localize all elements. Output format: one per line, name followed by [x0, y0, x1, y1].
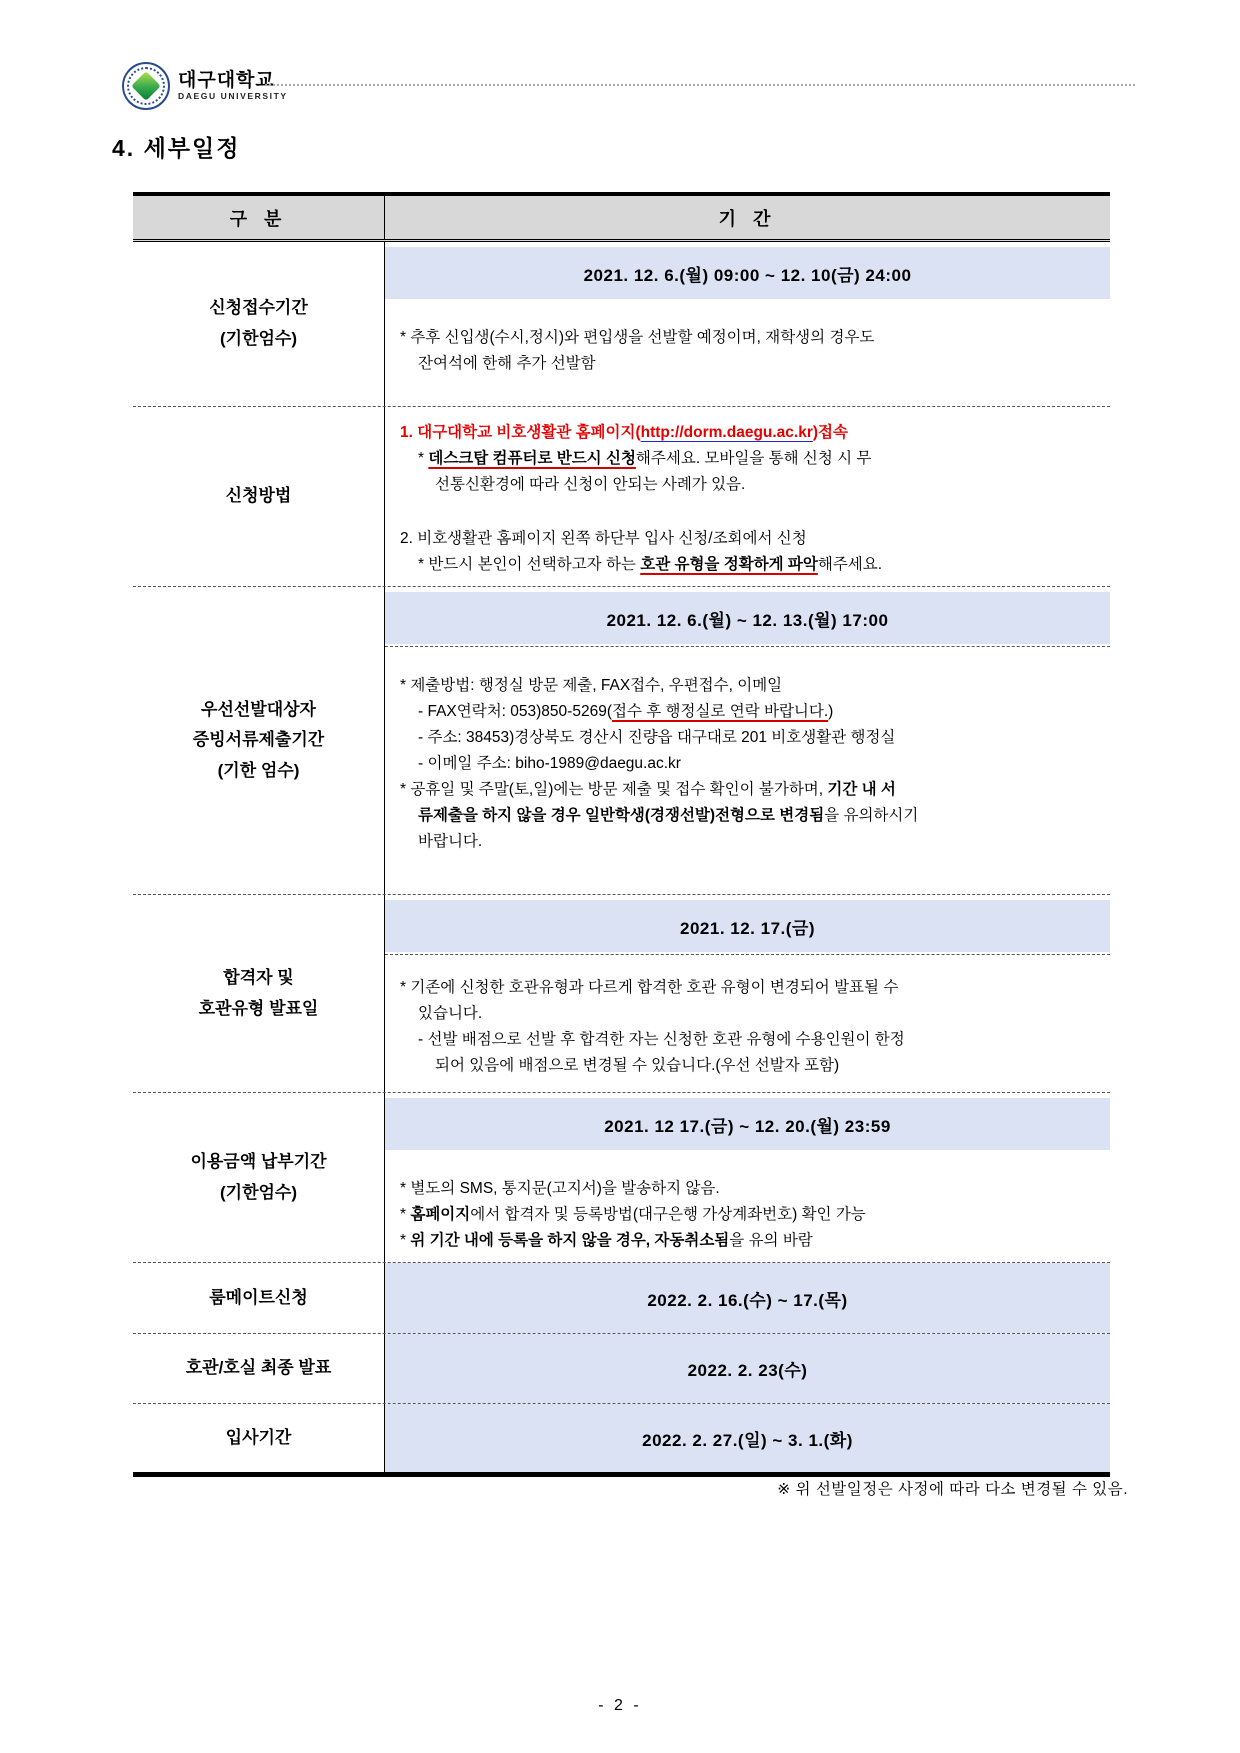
- text-segment: *: [400, 1232, 411, 1250]
- content-block: [385, 955, 1110, 1087]
- spacer: [400, 498, 1100, 526]
- row-label-line: 입사기간: [225, 1427, 292, 1447]
- text-segment: 있습니다.: [418, 1005, 483, 1023]
- text-segment: 선통신환경에 따라 신청이 안되는 사례가 있음.: [435, 476, 746, 494]
- schedule-table: [133, 192, 1110, 1477]
- row-period-cell: [385, 242, 1110, 406]
- row-label-cell: [133, 895, 385, 1092]
- content-line: [400, 1176, 1100, 1202]
- text-segment: - FAX연락처: 053)850-5269(: [418, 703, 612, 721]
- content-line: [400, 1001, 1100, 1027]
- content-block: [385, 299, 1110, 385]
- homepage-url[interactable]: http://dorm.daegu.ac.kr: [640, 424, 813, 441]
- content-line: [400, 829, 1100, 855]
- content-line: [400, 1027, 1100, 1053]
- date-band: 2021. 12. 6.(월) ~ 12. 13.(월) 17:00: [385, 592, 1110, 644]
- row-label-cell: [133, 1263, 385, 1333]
- row-label-line: 합격자 및: [223, 968, 294, 988]
- section-title-text: 세부일정: [143, 135, 241, 161]
- content-line: [400, 751, 1100, 777]
- content-line: [400, 673, 1100, 699]
- text-segment: 1. 대구대학교 비호생활관 홈페이지(: [400, 424, 641, 441]
- text-segment: 바랍니다.: [418, 833, 483, 851]
- content-line: [400, 975, 1100, 1001]
- text-segment: 데스크탑 컴퓨터로 반드시 신청: [428, 450, 636, 468]
- text-segment: 호관 유형을 정확하게 파악: [640, 556, 818, 574]
- content-line: [400, 420, 1100, 446]
- university-logo: [122, 62, 288, 110]
- text-segment: 위 기간 내에 등록을 하지 않을 경우, 자동취소됨: [410, 1232, 730, 1250]
- row-label-line: 우선선발대상자: [201, 699, 316, 719]
- text-segment: * 반드시 본인이 선택하고자 하는: [418, 556, 641, 574]
- content-line: [400, 699, 1100, 725]
- text-segment: * 기존에 신청한 호관유형과 다르게 합격한 호관 유형이 변경되어 발표될 수: [400, 979, 899, 997]
- date-band: 2022. 2. 16.(수) ~ 17.(목): [647, 1290, 848, 1310]
- text-segment: *: [400, 1206, 411, 1224]
- header-dotted-divider: [265, 84, 1135, 86]
- row-label-cell: [133, 407, 385, 586]
- content-block: [385, 407, 1110, 586]
- schedule-footnote: ※ 위 선발일정은 사정에 따라 다소 변경될 수 있음.: [777, 1481, 1128, 1498]
- content-line: [400, 777, 1100, 803]
- row-label-line: 호관유형 발표일: [198, 998, 319, 1018]
- row-label-line: 이용금액 납부기간: [190, 1152, 327, 1172]
- table-row: [133, 1333, 1110, 1403]
- content-line: [400, 1202, 1100, 1228]
- text-segment: 2. 비호생활관 홈페이지 왼쪽 하단부 입사 신청/조회에서 신청: [400, 530, 807, 548]
- table-header-row: [133, 196, 1110, 242]
- row-label-cell: [133, 587, 385, 894]
- content-line: [400, 446, 1100, 472]
- text-segment: 류제출을 하지 않을 경우 일반학생(경쟁선발)전형으로 변경됨: [418, 807, 825, 825]
- text-segment: 을 유의하시기: [824, 807, 919, 825]
- date-band: 2022. 2. 23(수): [687, 1361, 808, 1381]
- text-segment: * 공휴일 및 주말(토,일)에는 방문 제출 및 접수 확인이 불가하며,: [400, 781, 828, 799]
- date-band: 2022. 2. 27.(일) ~ 3. 1.(화): [642, 1430, 853, 1450]
- table-row: [133, 586, 1110, 894]
- university-emblem-icon: [122, 62, 170, 110]
- text-segment: * 별도의 SMS, 통지문(고지서)을 발송하지 않음.: [400, 1180, 720, 1198]
- row-label-line: 룸메이트신청: [209, 1287, 308, 1307]
- text-segment: 잔여석에 한해 추가 선발함: [418, 355, 596, 373]
- content-block: [385, 647, 1110, 863]
- text-segment: * 추후 신입생(수시,정시)와 편입생을 선발할 예정이며, 재학생의 경우도: [400, 329, 875, 346]
- text-segment: 홈페이지: [410, 1206, 471, 1224]
- content-line: [400, 526, 1100, 552]
- table-header-period: 기 간: [718, 208, 777, 229]
- section-number: 4.: [112, 135, 136, 161]
- date-band: 2021. 12. 6.(월) 09:00 ~ 12. 10(금) 24:00: [385, 247, 1110, 299]
- row-label-line: 증빙서류제출기간: [192, 730, 325, 750]
- text-segment: ): [828, 703, 834, 721]
- row-period-cell: [385, 1334, 1110, 1403]
- row-period-cell: [385, 895, 1110, 1092]
- university-name-korean: 대구대학교: [178, 70, 275, 92]
- text-segment: - 선발 배점으로 선발 후 합격한 자는 신청한 호관 유형에 수용인원이 한정: [418, 1031, 905, 1049]
- table-header-category: 구 분: [133, 196, 385, 239]
- section-title: [112, 130, 240, 163]
- content-block: [385, 1150, 1110, 1262]
- date-band: 2021. 12. 17.(금): [385, 900, 1110, 952]
- table-row: [133, 406, 1110, 586]
- content-line: [400, 1053, 1100, 1079]
- row-label-cell: [133, 242, 385, 406]
- text-segment: 접수 후 행정실로 연락 바랍니다.: [611, 703, 829, 721]
- text-segment: 해주세요.: [817, 556, 883, 574]
- content-line: [400, 803, 1100, 829]
- row-label-line: 신청접수기간: [209, 298, 308, 318]
- row-label-cell: [133, 1334, 385, 1403]
- row-label-cell: [133, 1404, 385, 1472]
- text-segment: 해주세요. 모바일을 통해 신청 시 무: [635, 450, 872, 468]
- text-segment: - 이메일 주소:: [418, 755, 516, 773]
- content-line: [400, 472, 1100, 498]
- text-segment: 되어 있음에 배점으로 변경될 수 있습니다.(우선 선발자 포함): [435, 1057, 840, 1075]
- content-line: [400, 351, 1100, 377]
- table-row: [133, 242, 1110, 406]
- text-segment: - 주소: 38453)경상북도 경산시 진량읍 대구대로 201 비호생활관 행정실: [418, 729, 896, 747]
- row-label-line: (기한엄수): [219, 1182, 297, 1202]
- row-period-cell: [385, 1263, 1110, 1333]
- content-line: [400, 552, 1100, 578]
- row-label-line: (기한엄수): [219, 329, 297, 348]
- text-segment: 기간 내 서: [827, 781, 896, 799]
- row-label-cell: [133, 1093, 385, 1262]
- content-line: [400, 1228, 1100, 1254]
- content-line: [400, 325, 1100, 351]
- page-number: - 2 -: [598, 1697, 642, 1714]
- text-segment: * 제출방법: 행정실 방문 제출, FAX접수, 우편접수, 이메일: [400, 677, 783, 695]
- row-period-cell: [385, 1093, 1110, 1262]
- text-segment: 에서 합격자 및 등록방법(대구은행 가상계좌번호) 확인 가능: [470, 1206, 866, 1224]
- university-name-english: DAEGU UNIVERSITY: [178, 90, 288, 101]
- table-row: [133, 894, 1110, 1092]
- row-period-cell: [385, 1404, 1110, 1472]
- row-label-line: 호관/호실 최종 발표: [185, 1358, 332, 1378]
- text-segment: *: [418, 450, 429, 468]
- text-segment: )접속: [812, 424, 848, 441]
- table-row: [133, 1092, 1110, 1262]
- table-row: [133, 1262, 1110, 1333]
- text-segment: 을 유의 바람: [729, 1232, 813, 1250]
- content-line: [400, 725, 1100, 751]
- table-row: [133, 1403, 1110, 1472]
- row-period-cell: [385, 587, 1110, 894]
- date-band: 2021. 12 17.(금) ~ 12. 20.(월) 23:59: [385, 1098, 1110, 1150]
- row-label-line: 신청방법: [225, 486, 292, 506]
- email-address: biho-1989@daegu.ac.kr: [515, 755, 681, 773]
- table-body: [133, 242, 1110, 1472]
- row-period-cell: [385, 407, 1110, 586]
- logo-text: [178, 71, 288, 101]
- row-label-line: (기한 엄수): [217, 760, 300, 780]
